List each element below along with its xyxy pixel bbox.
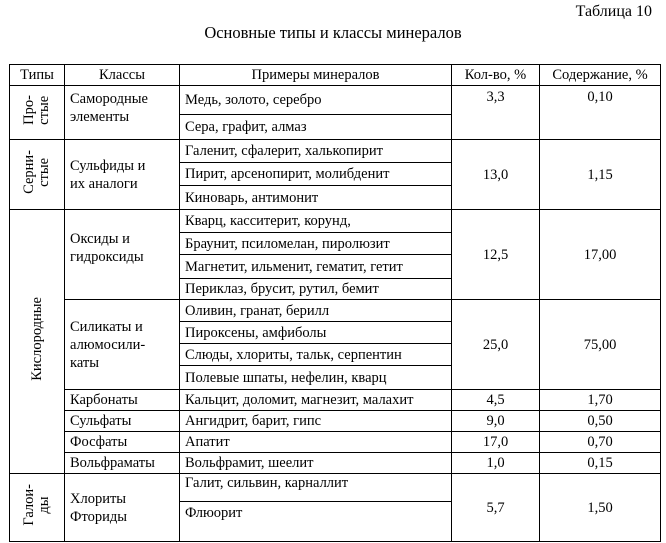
count-sulfides: 13,0 (452, 140, 540, 210)
table-row (10, 453, 661, 474)
example-cell: Полевые шпаты, нефелин, кварц (180, 366, 452, 390)
count-tungstates: 1,0 (452, 453, 540, 474)
example-cell: Кальцит, доломит, магнезит, малахит (180, 390, 452, 411)
example-cell: Апатит (180, 432, 452, 453)
content-phosphates: 0,70 (540, 432, 661, 453)
count-carbonates: 4,5 (452, 390, 540, 411)
minerals-table (9, 64, 661, 542)
example-cell: Киноварь, антимонит (180, 186, 452, 210)
table-row (10, 210, 661, 233)
header-content: Содержание, % (540, 65, 661, 86)
table-row (10, 86, 661, 115)
class-native: Самородные элементы (65, 86, 180, 140)
example-cell: Периклаз, брусит, рутил, бемит (180, 279, 452, 300)
type-oxygen: Кислородные (10, 210, 65, 474)
content-sulfates: 0,50 (540, 411, 661, 432)
type-sulfur: Серни- стые (10, 140, 65, 210)
class-oxides: Оксиды и гидроксиды (65, 210, 180, 300)
table-row (10, 390, 661, 411)
table-title: Основные типы и классы минералов (204, 23, 462, 42)
header-types: Типы (10, 65, 65, 86)
example-cell: Браунит, псиломелан, пиролюзит (180, 233, 452, 255)
example-cell: Пироксены, амфиболы (180, 322, 452, 344)
example-cell: Пирит, арсенопирит, молибденит (180, 163, 452, 186)
example-cell: Сера, графит, алмаз (180, 115, 452, 140)
count-halides: 5,7 (452, 474, 540, 542)
example-cell: Магнетит, ильменит, гематит, гетит (180, 255, 452, 279)
table-row (10, 140, 661, 163)
content-carbonates: 1,70 (540, 390, 661, 411)
example-cell: Галенит, сфалерит, халькопирит (180, 140, 452, 163)
type-halogen: Галои- ды (10, 474, 65, 542)
header-classes: Классы (65, 65, 180, 86)
class-phosphates: Фосфаты (65, 432, 180, 453)
count-phosphates: 17,0 (452, 432, 540, 453)
header-count: Кол-во, % (452, 65, 540, 86)
table-row (10, 411, 661, 432)
count-native: 3,3 (452, 86, 540, 140)
content-halides: 1,50 (540, 474, 661, 542)
example-cell: Оливин, гранат, берилл (180, 300, 452, 322)
class-halides: Хлориты Фториды (65, 474, 180, 542)
count-silicates: 25,0 (452, 300, 540, 390)
content-silicates: 75,00 (540, 300, 661, 390)
class-sulfates: Сульфаты (65, 411, 180, 432)
table-row (10, 432, 661, 453)
class-tungstates: Вольфраматы (65, 453, 180, 474)
content-tungstates: 0,15 (540, 453, 661, 474)
class-carbonates: Карбонаты (65, 390, 180, 411)
example-cell: Кварц, касситерит, корунд, (180, 210, 452, 233)
example-cell: Галит, сильвин, карналлит (180, 474, 452, 502)
content-native: 0,10 (540, 86, 661, 140)
example-cell: Медь, золото, серебро (180, 86, 452, 115)
table-number: Таблица 10 (575, 3, 652, 20)
header-row (10, 65, 661, 86)
example-cell: Вольфрамит, шеелит (180, 453, 452, 474)
type-native: Про- стые (10, 86, 65, 140)
content-oxides: 17,00 (540, 210, 661, 300)
class-sulfides: Сульфиды и их аналоги (65, 140, 180, 210)
example-cell: Слюды, хлориты, тальк, серпентин (180, 344, 452, 366)
content-sulfides: 1,15 (540, 140, 661, 210)
table-row (10, 300, 661, 322)
count-oxides: 12,5 (452, 210, 540, 300)
example-cell: Флюорит (180, 502, 452, 542)
example-cell: Ангидрит, барит, гипс (180, 411, 452, 432)
count-sulfates: 9,0 (452, 411, 540, 432)
table-row (10, 474, 661, 502)
header-examples: Примеры минералов (180, 65, 452, 86)
class-silicates: Силикаты и алюмосили- каты (65, 300, 180, 390)
